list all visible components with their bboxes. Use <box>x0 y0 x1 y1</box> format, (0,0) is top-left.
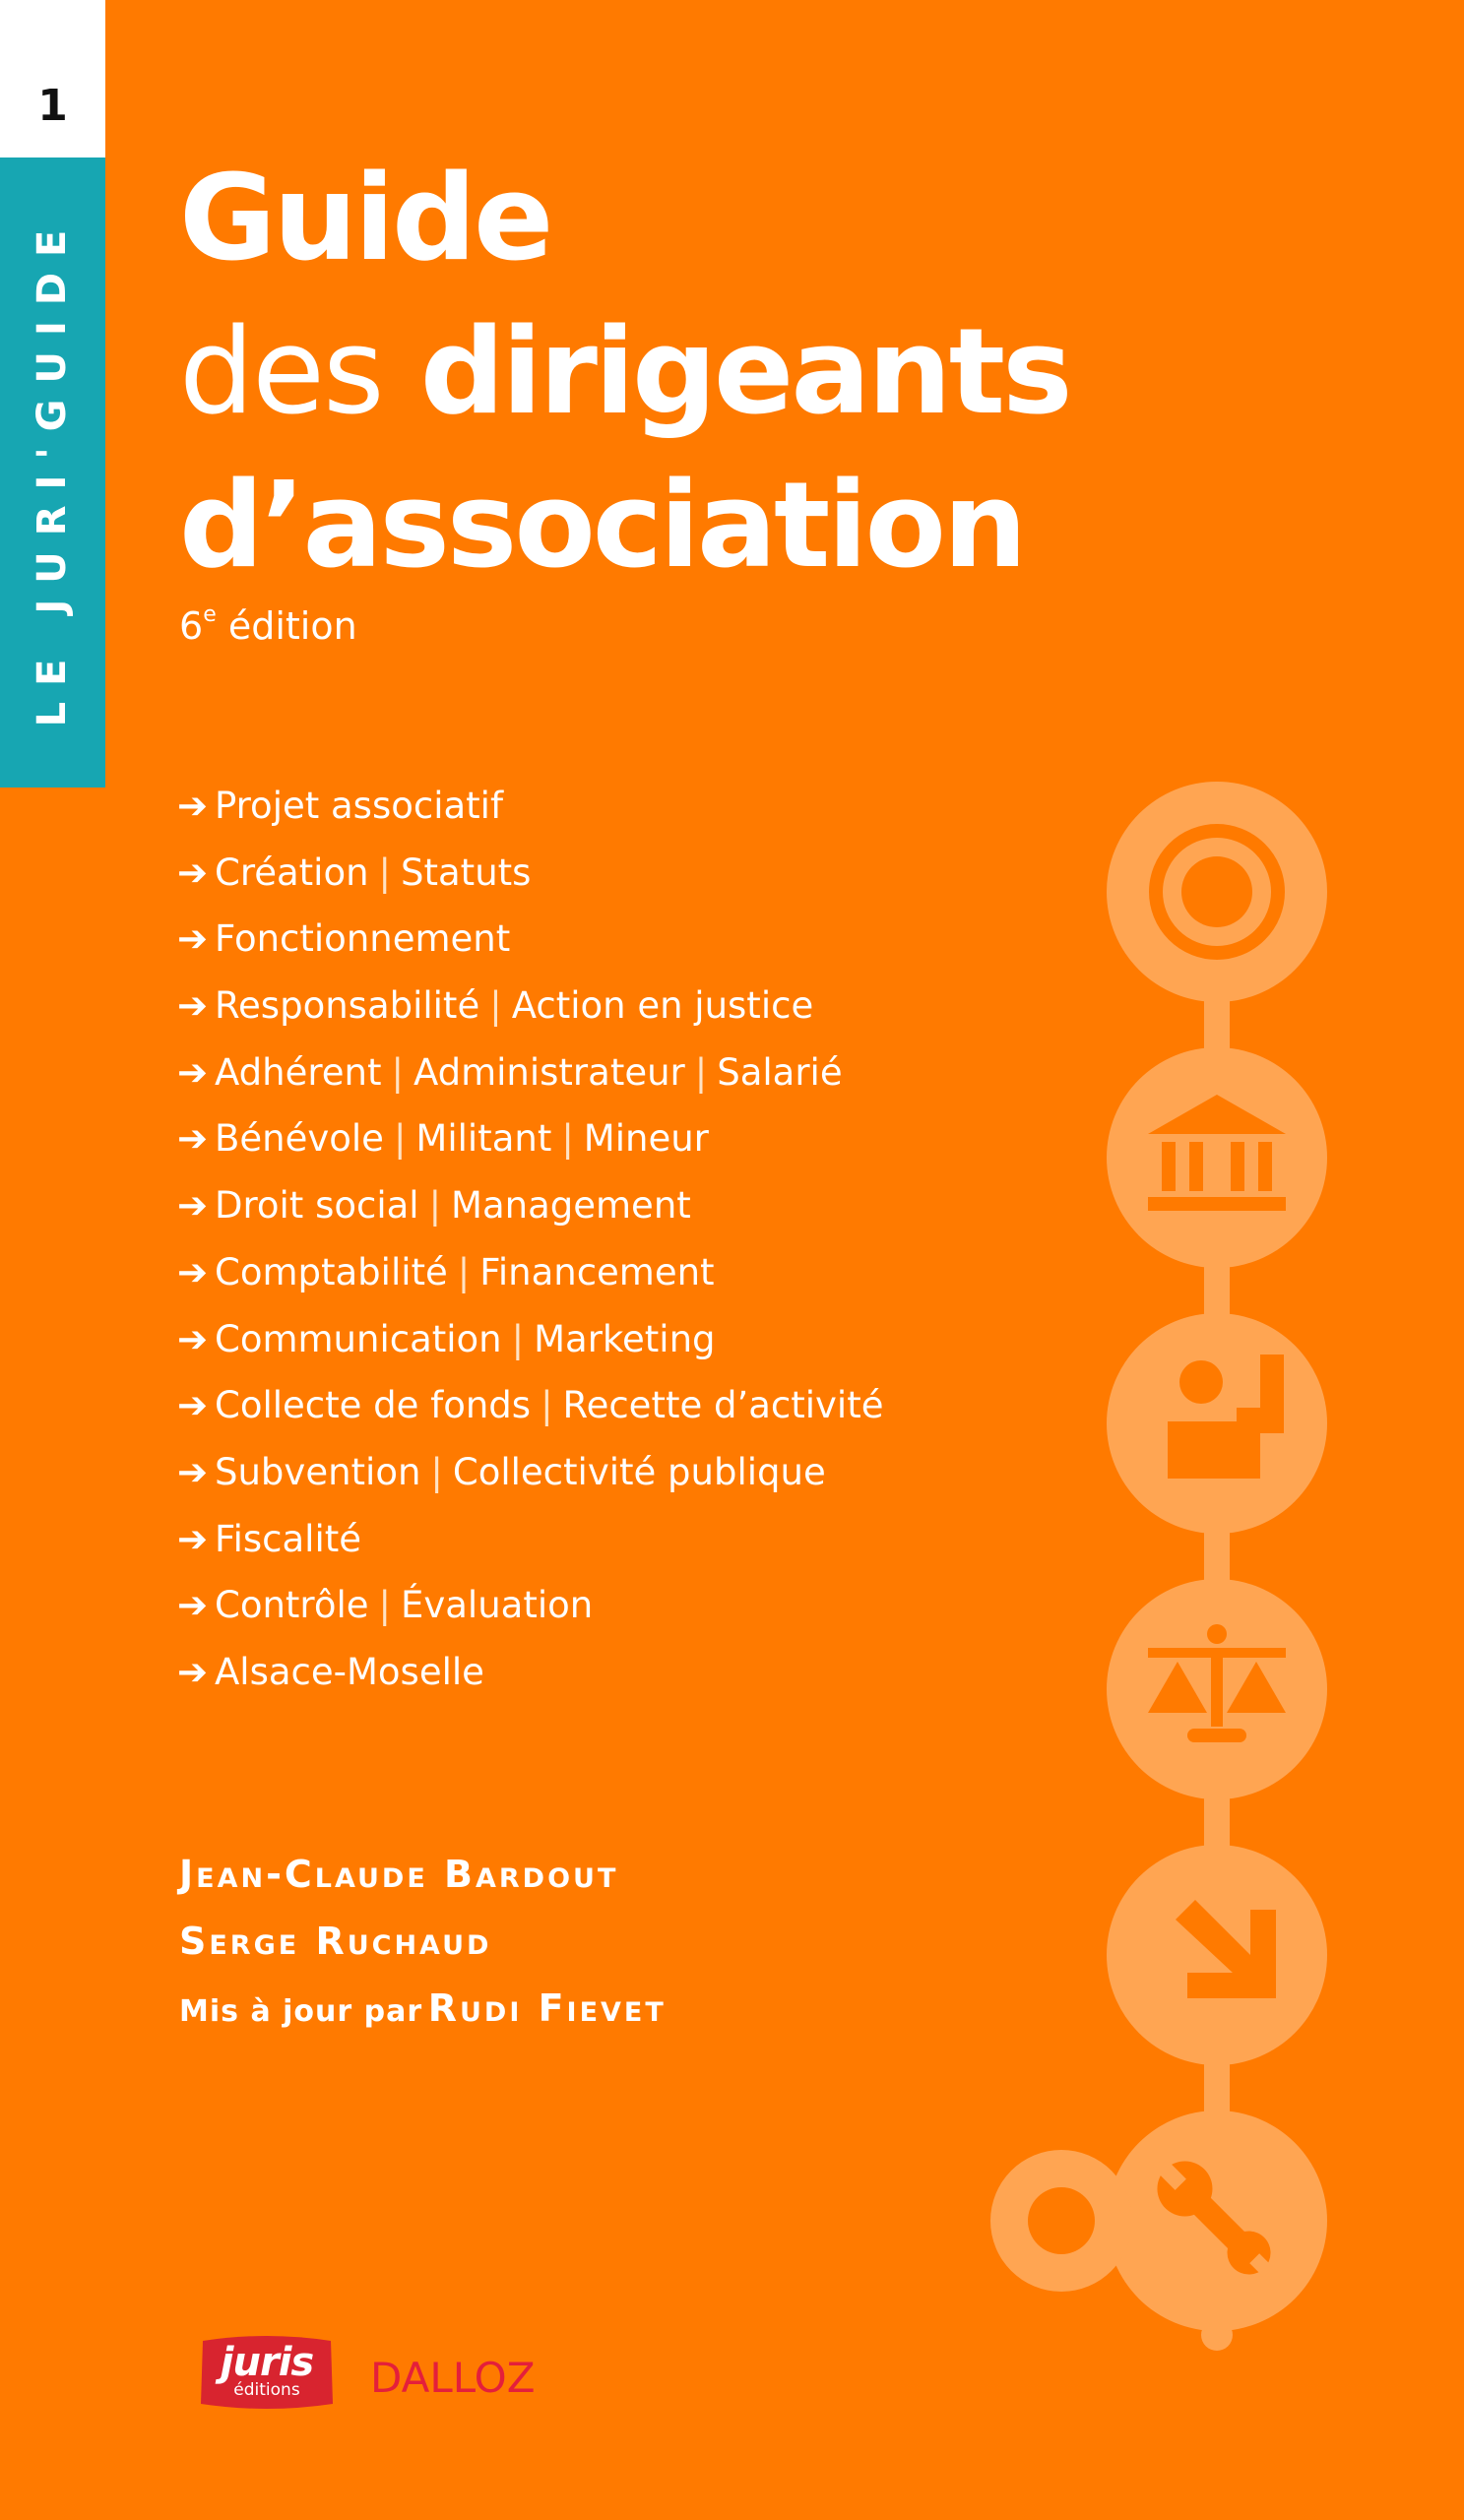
arrow-right-icon: ➔ <box>177 1250 209 1293</box>
arrow-right-icon: ➔ <box>177 984 209 1028</box>
updater-name: Rudi Fievet <box>427 1986 667 2030</box>
topic-separator: | <box>511 1317 525 1360</box>
chain-spine <box>1204 807 1230 2333</box>
arrow-right-icon: ➔ <box>177 1050 209 1094</box>
edition-suffix: e <box>203 602 217 627</box>
topic-separator: | <box>378 850 392 894</box>
topic-label: Statuts <box>401 850 532 894</box>
topic-label: Collecte de fonds <box>215 1384 532 1427</box>
topic-label: Droit social <box>215 1184 419 1228</box>
topic-separator: | <box>393 1117 407 1161</box>
topic-label: Management <box>451 1184 691 1228</box>
topic-label: Collectivité publique <box>452 1450 826 1493</box>
icon-chain <box>965 778 1378 2372</box>
juris-subtitle: éditions <box>233 2380 300 2400</box>
topic-label: Comptabilité <box>215 1250 448 1293</box>
arrow-right-icon: ➔ <box>177 850 209 894</box>
icon-bubble <box>1107 1047 1327 1268</box>
topic-label: Mineur <box>583 1117 709 1161</box>
arrow-right-icon: ➔ <box>177 1184 209 1228</box>
topic-item <box>177 773 884 840</box>
topic-item <box>177 840 884 907</box>
arrow-right-icon: ➔ <box>177 917 209 961</box>
topic-label: Création <box>215 850 369 894</box>
topic-separator: | <box>694 1050 708 1094</box>
topic-item <box>177 1105 884 1172</box>
topic-label: Communication <box>215 1317 502 1360</box>
topic-item <box>177 1439 884 1506</box>
arrow-right-icon: ➔ <box>177 1650 209 1693</box>
edition-label: édition <box>227 604 357 648</box>
topic-label: Fonctionnement <box>215 917 511 961</box>
topic-separator: | <box>378 1584 391 1627</box>
series-number-box <box>0 0 105 158</box>
author-name: Serge Ruchaud <box>179 1920 492 1963</box>
arrow-right-icon: ➔ <box>177 1117 209 1161</box>
series-name: LE JURI'GUIDE <box>30 214 75 727</box>
arrow-right-icon: ➔ <box>177 1384 209 1427</box>
topic-label: Marketing <box>534 1317 716 1360</box>
updated-by <box>179 1975 667 2042</box>
topic-label: Projet associatif <box>215 785 503 827</box>
arrow-right-icon: ➔ <box>177 785 209 827</box>
topic-list <box>177 773 884 1706</box>
topic-label: Contrôle <box>215 1584 369 1627</box>
topic-label: Fiscalité <box>215 1517 361 1560</box>
topic-item <box>177 1372 884 1439</box>
topic-item <box>177 1639 884 1706</box>
topic-label: Subvention <box>215 1450 421 1493</box>
topic-separator: | <box>391 1050 404 1094</box>
topic-separator: | <box>489 984 502 1028</box>
topic-item <box>177 1239 884 1306</box>
edition-number: 6 <box>179 604 204 648</box>
topic-separator: | <box>430 1450 443 1493</box>
arrow-right-icon: ➔ <box>177 1584 209 1627</box>
topic-label: Action en justice <box>511 984 814 1028</box>
topic-separator: | <box>541 1384 553 1427</box>
title-word-dirigeants: dirigeants <box>419 304 1070 441</box>
topic-item <box>177 1506 884 1573</box>
topic-label: Adhérent <box>215 1050 382 1094</box>
updated-by-prefix: Mis à jour par <box>179 1994 423 2029</box>
topic-item <box>177 1172 884 1239</box>
topic-item <box>177 906 884 973</box>
arrow-right-icon: ➔ <box>177 1517 209 1560</box>
topic-label: Financement <box>479 1250 715 1293</box>
title-word-des: des <box>179 304 383 441</box>
topic-label: Évaluation <box>400 1584 594 1627</box>
title-line-3: d’association <box>179 458 1025 595</box>
topic-label: Militant <box>415 1117 552 1161</box>
topic-separator: | <box>561 1117 574 1161</box>
topic-item <box>177 973 884 1040</box>
series-number: 1 <box>37 81 68 131</box>
edition <box>179 604 357 648</box>
topic-item <box>177 1040 884 1106</box>
series-tab <box>0 0 105 788</box>
topic-label: Alsace-Moselle <box>215 1650 484 1693</box>
author-name: Jean-Claude Bardout <box>179 1853 619 1896</box>
title-line-2 <box>179 296 1070 450</box>
topic-separator: | <box>428 1184 442 1228</box>
arrow-right-icon: ➔ <box>177 1450 209 1493</box>
topic-separator: | <box>457 1250 471 1293</box>
book-title <box>179 143 1070 603</box>
topic-label: Responsabilité <box>215 984 480 1028</box>
juris-wordmark: juris <box>220 2340 314 2385</box>
authors <box>179 1841 667 2042</box>
side-ring-hole <box>1028 2187 1095 2254</box>
topic-label: Salarié <box>717 1050 843 1094</box>
topic-item <box>177 1572 884 1639</box>
topic-label: Bénévole <box>215 1117 384 1161</box>
topic-label: Recette d’activité <box>562 1384 884 1427</box>
title-line-1: Guide <box>179 151 551 287</box>
topic-label: Administrateur <box>413 1050 685 1094</box>
arrow-right-icon: ➔ <box>177 1317 209 1360</box>
topic-item <box>177 1306 884 1373</box>
dalloz-logo: DALLOZ <box>370 2354 536 2402</box>
